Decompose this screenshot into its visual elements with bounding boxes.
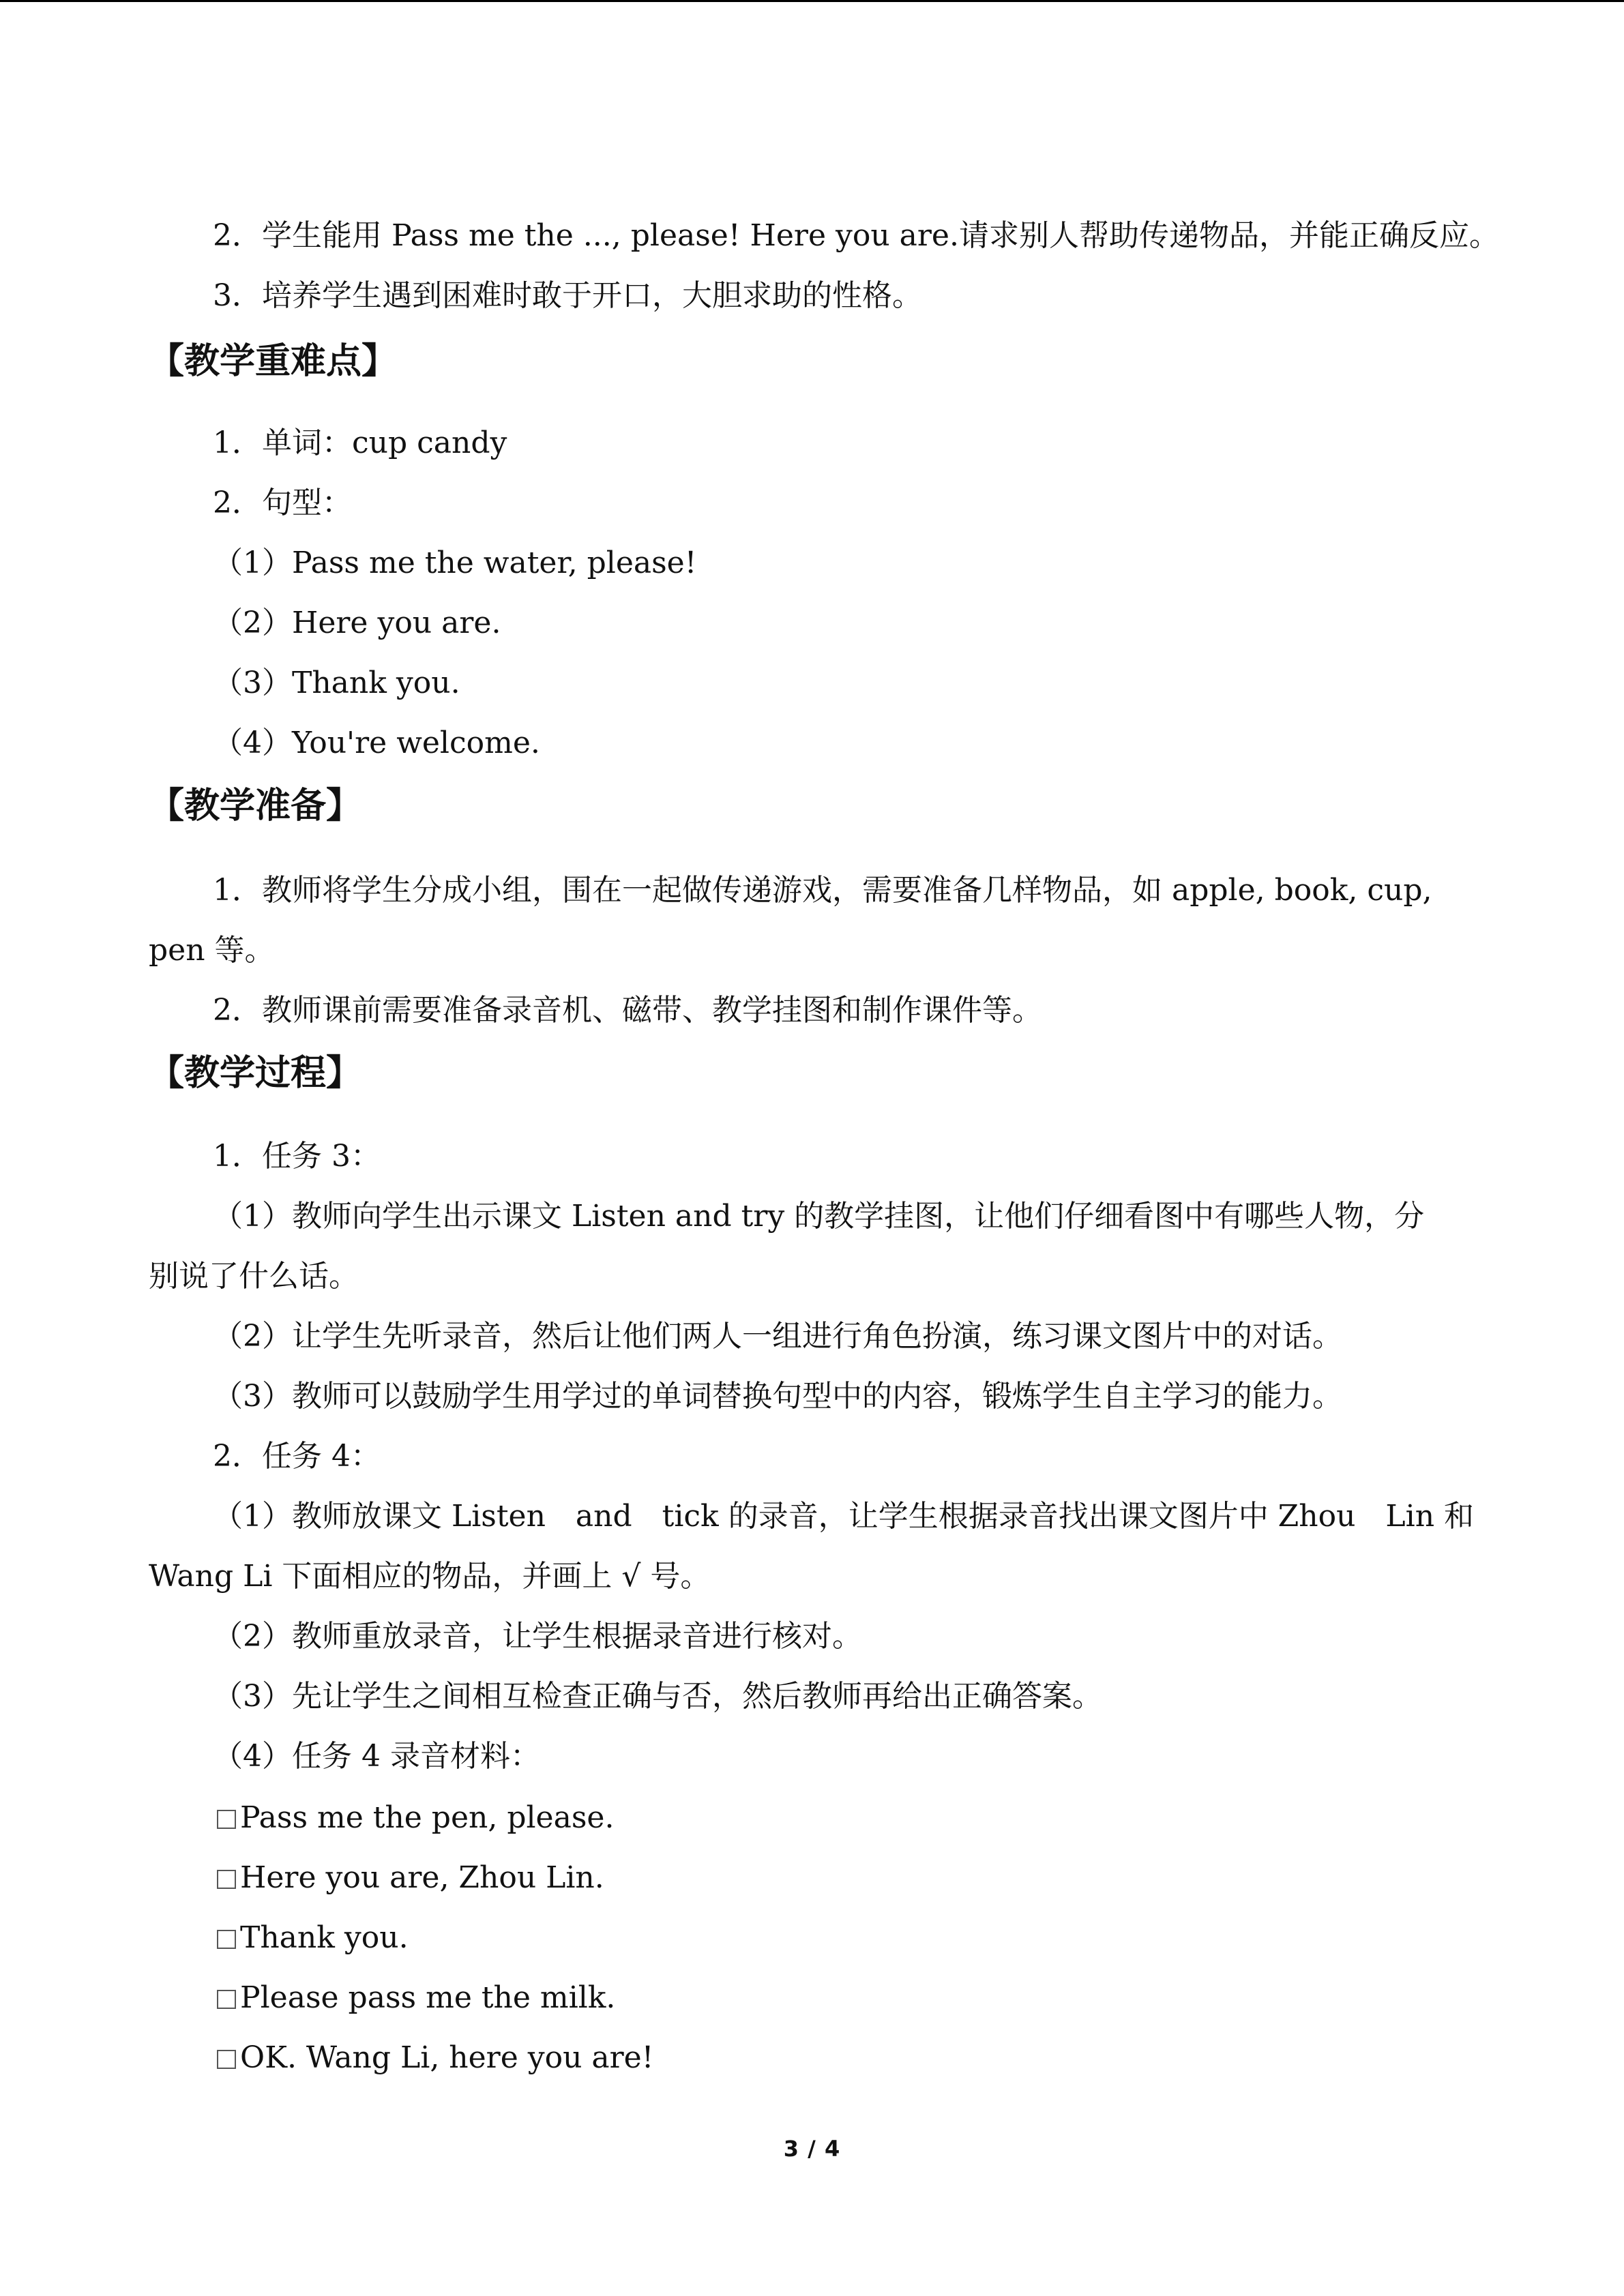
- task-4-step-1-line-1: （1）教师放课文 Listen and tick 的录音，让学生根据录音找出课文图片中 Zhou Lin 和: [213, 1499, 1475, 1534]
- task-4-step-3: （3）先让学生之间相互检查正确与否，然后教师再给出正确答案。: [213, 1679, 1102, 1714]
- preparation-heading: 【教学准备】: [149, 786, 362, 826]
- script-line-text: Please pass me the milk.: [240, 1980, 616, 2015]
- page-number: 3 / 4: [783, 2136, 841, 2162]
- checkbox-icon: [217, 1870, 236, 1889]
- script-line: [217, 1920, 409, 1955]
- task-3-label: 1．任务 3：: [213, 1139, 381, 1174]
- checkbox-icon: [217, 1990, 236, 2009]
- task-3-step-1-line-2: 别说了什么话。: [149, 1259, 359, 1294]
- checkbox-icon: [217, 1810, 236, 1829]
- pattern-item: （2）Here you are.: [213, 606, 501, 640]
- task-3-step-1-line-1: （1）教师向学生出示课文 Listen and try 的教学挂图，让他们仔细看图中有哪些人物，分: [213, 1199, 1425, 1234]
- preparation-item-2: 2．教师课前需要准备录音机、磁带、教学挂图和制作课件等。: [213, 993, 1042, 1028]
- script-line: [217, 1980, 616, 2015]
- script-line-text: Here you are, Zhou Lin.: [240, 1860, 604, 1895]
- checkbox-icon: [217, 2050, 236, 2069]
- script-line: [217, 1860, 604, 1895]
- checkbox-icon: [217, 1930, 236, 1949]
- objective-item-2: 2．学生能用 Pass me the ..., please! Here you are.请求别人帮助传递物品，并能正确反应。: [213, 218, 1499, 253]
- task-4-label: 2．任务 4：: [213, 1439, 381, 1474]
- script-line-text: Pass me the pen, please.: [240, 1800, 615, 1835]
- pattern-item: （1）Pass me the water, please!: [213, 546, 697, 580]
- task-4-step-4: （4）任务 4 录音材料：: [213, 1739, 540, 1774]
- key-points-heading: 【教学重难点】: [149, 341, 398, 382]
- task-3-step-3: （3）教师可以鼓励学生用学过的单词替换句型中的内容，锻炼学生自主学习的能力。: [213, 1379, 1342, 1414]
- preparation-item-1-line-1: 1．教师将学生分成小组，围在一起做传递游戏，需要准备几样物品，如 apple, book, cup,: [213, 873, 1432, 908]
- script-line-text: Thank you.: [240, 1920, 409, 1955]
- process-heading: 【教学过程】: [149, 1053, 362, 1094]
- task-4-step-1-line-2: Wang Li 下面相应的物品，并画上 √ 号。: [149, 1559, 711, 1594]
- pattern-item: （3）Thank you.: [213, 666, 460, 700]
- script-line: [217, 1800, 615, 1835]
- task-3-step-2: （2）让学生先听录音，然后让他们两人一组进行角色扮演，练习课文图片中的对话。: [213, 1319, 1342, 1354]
- pattern-item: （4）You're welcome.: [213, 726, 540, 760]
- script-line-text: OK. Wang Li, here you are!: [240, 2040, 654, 2075]
- key-points-patterns-label: 2．句型：: [213, 486, 352, 520]
- task-4-step-2: （2）教师重放录音，让学生根据录音进行核对。: [213, 1619, 862, 1654]
- preparation-item-1-line-2: pen 等。: [149, 933, 275, 968]
- script-line: [217, 2040, 654, 2075]
- key-points-words: 1．单词：cup candy: [213, 426, 507, 460]
- objective-item-3: 3．培养学生遇到困难时敢于开口，大胆求助的性格。: [213, 278, 922, 313]
